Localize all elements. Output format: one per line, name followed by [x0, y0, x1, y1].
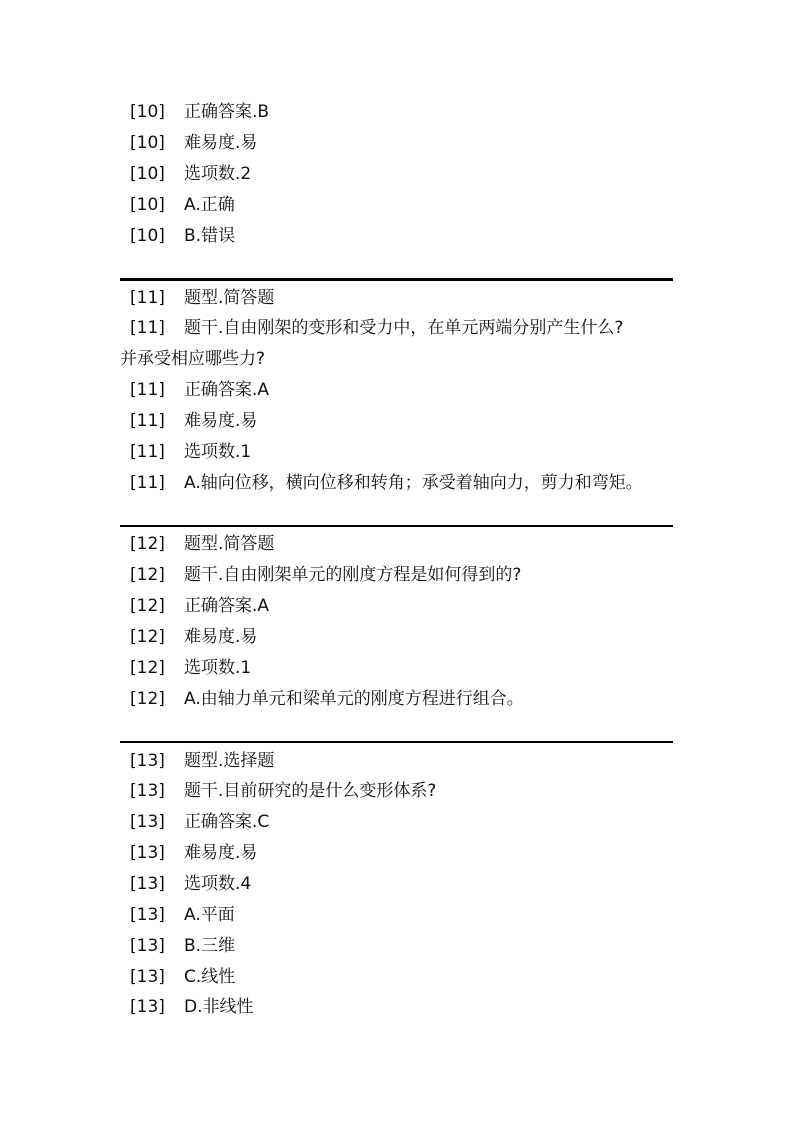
line-text: A.轴向位移，横向位移和转角；承受着轴向力，剪力和弯矩。	[184, 473, 643, 493]
list-item	[130, 288, 274, 308]
line-text: 正确答案.A	[184, 380, 270, 400]
line-text: A.正确	[184, 195, 235, 215]
line-text: 选项数.1	[184, 442, 252, 462]
question-number: [12]	[130, 627, 165, 647]
question-number: [10]	[130, 226, 165, 246]
line-text: 选项数.4	[184, 874, 252, 894]
list-item	[130, 442, 251, 462]
list-item	[130, 380, 269, 400]
question-number: [12]	[130, 689, 165, 709]
question-number: [12]	[130, 565, 165, 585]
list-item	[130, 658, 251, 678]
list-item	[130, 133, 257, 153]
list-item	[130, 751, 274, 771]
question-number: [12]	[130, 596, 165, 616]
line-text: 正确答案.A	[184, 596, 270, 616]
line-text: A.由轴力单元和梁单元的刚度方程进行组合。	[184, 689, 524, 709]
list-item	[130, 473, 643, 493]
line-text: 难易度.易	[184, 843, 258, 863]
question-number: [13]	[130, 874, 165, 894]
line-text: 题型.简答题	[184, 288, 275, 308]
list-item	[130, 843, 257, 863]
line-text: 正确答案.B	[184, 102, 270, 122]
list-item	[130, 195, 235, 215]
question-number: [11]	[130, 380, 165, 400]
section-divider	[120, 741, 673, 743]
list-item	[130, 997, 254, 1017]
section-divider	[120, 525, 673, 527]
question-number: [10]	[130, 195, 165, 215]
question-number: [10]	[130, 133, 165, 153]
list-item	[130, 781, 436, 801]
question-number: [12]	[130, 534, 165, 554]
line-text: 题型.选择题	[184, 751, 275, 771]
line-text: 难易度.易	[184, 133, 258, 153]
list-item	[130, 534, 274, 554]
list-item	[130, 318, 623, 338]
line-text: 题干.目前研究的是什么变形体系?	[184, 781, 437, 801]
question-number: [13]	[130, 812, 165, 832]
question-number: [11]	[130, 411, 165, 431]
list-item	[130, 812, 269, 832]
line-text: 正确答案.C	[184, 812, 270, 832]
line-text: B.错误	[184, 226, 236, 246]
question-number: [13]	[130, 781, 165, 801]
list-item	[130, 967, 235, 987]
list-item	[130, 102, 269, 122]
line-text: 题干.自由刚架单元的刚度方程是如何得到的?	[184, 565, 522, 585]
line-text: 并承受相应哪些力?	[120, 349, 266, 369]
list-item	[130, 226, 235, 246]
line-text: 选项数.2	[184, 164, 252, 184]
line-text: 题型.简答题	[184, 534, 275, 554]
list-item	[130, 905, 235, 925]
question-number: [13]	[130, 936, 165, 956]
question-number: [13]	[130, 905, 165, 925]
list-item	[130, 565, 521, 585]
question-number: [13]	[130, 843, 165, 863]
list-item	[130, 689, 524, 709]
question-number: [10]	[130, 164, 165, 184]
question-number: [10]	[130, 102, 165, 122]
list-item	[130, 936, 235, 956]
line-text: D.非线性	[184, 997, 254, 1017]
question-number: [12]	[130, 658, 165, 678]
list-item	[130, 411, 257, 431]
section-divider	[120, 278, 673, 281]
line-text: 选项数.1	[184, 658, 252, 678]
list-item-continuation	[120, 349, 265, 369]
line-text: B.三维	[184, 936, 236, 956]
list-item	[130, 164, 251, 184]
line-text: C.线性	[184, 967, 236, 987]
question-number: [11]	[130, 318, 165, 338]
question-number: [13]	[130, 967, 165, 987]
line-text: 难易度.易	[184, 411, 258, 431]
line-text: A.平面	[184, 905, 235, 925]
list-item	[130, 874, 251, 894]
line-text: 题干.自由刚架的变形和受力中，在单元两端分别产生什么?	[184, 318, 624, 338]
question-number: [13]	[130, 751, 165, 771]
question-number: [11]	[130, 288, 165, 308]
list-item	[130, 596, 269, 616]
question-number: [13]	[130, 997, 165, 1017]
list-item	[130, 627, 257, 647]
question-number: [11]	[130, 442, 165, 462]
line-text: 难易度.易	[184, 627, 258, 647]
question-number: [11]	[130, 473, 165, 493]
